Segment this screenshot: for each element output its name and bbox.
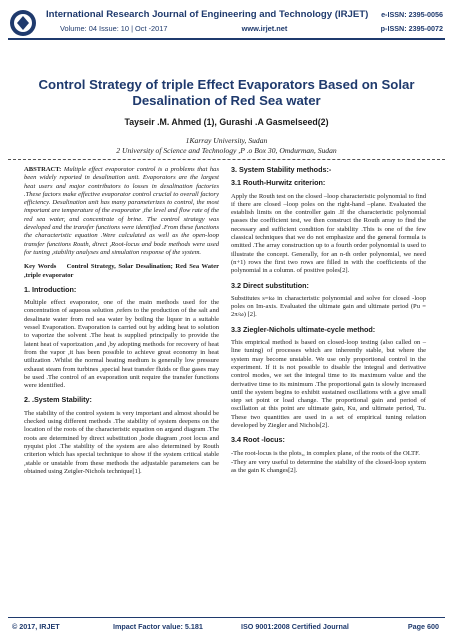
heading-introduction: 1. Introduction: bbox=[24, 284, 77, 294]
keywords-label: Key Words bbox=[24, 263, 57, 271]
journal-header bbox=[0, 0, 453, 62]
heading-routh: 3.1 Routh-Hurwitz criterion: bbox=[231, 178, 326, 188]
eissn: e-ISSN: 2395-0056 bbox=[381, 10, 443, 19]
paper-title: Control Strategy of triple Effect Evaporators Based on Solar Desalination of Red Sea water bbox=[38, 77, 415, 108]
website-link[interactable]: www.irjet.net bbox=[241, 24, 288, 33]
footer-page: Page 600 bbox=[407, 622, 439, 631]
abstract-label: ABSTRACT: bbox=[24, 166, 62, 173]
section-separator bbox=[8, 155, 445, 160]
heading-root-locus: 3.4 Root -locus: bbox=[231, 435, 285, 445]
abstract-text: Multiple effect evaporator control is a problems that has been widely reported in desalination unit. Evaporators are the largest heat users and major contributors to losses in desalination factories .These factors make effective evaporator control crucial to overall factory efficiency. Desalination unit has many parameterizes to control, the most important are temperature of the evaporator ,the level and flow rate of the red sea water, and concentrate of brine. The control strategy was developed and the transfer functions were identified .From these functions the characteristic equation .Were calculated as well as the open-loop transfer functions Routh, direct ,Root-locus and bode methods were used for tuning ,stability analyses and simulation response of the system. bbox=[24, 166, 219, 256]
introduction-text: Multiple effect evaporator, one of the main methods used for the concentration of aqueous solution ,refers to the production of the salt and desalinate water from red sea water by boiling the liquor in a suitable vessel Evaporation. Evaporation is carried out by adding heat to solution to vaporize the solvent .The heat is supplied principally to provide the latent heat of vaporization ,and ,by adopting methods for recovery of heat from the vapor ,it has been possible to achieve great economy in heat utilization .Whilst the normal heating medium is generally low pressure exhaust steam from turbines ,special heat transfer fluids or flue gases may be used .The control of an evaporation unit require the transfer functions were identified. bbox=[24, 299, 219, 390]
irjet-logo-icon bbox=[8, 8, 38, 38]
abstract bbox=[24, 166, 219, 257]
left-column bbox=[24, 166, 219, 482]
heading-ziegler-nichols: 3.3 Ziegler-Nichols ultimate-cycle method: bbox=[231, 324, 376, 334]
heading-stability-methods: 3. System Stability methods:- bbox=[231, 165, 332, 174]
system-stability-text: The stability of the control system is very important and almost should be checked using different methods .The stability of system deepens on the location of the roots of the characteristic equation on argand diagram .The roots are determined by direct substitution ,bode diagram ,root locus and nyquist plot .The stability of the system are also determined by Routh criterion which has special technique to show if the system critical stable ,stable or unstable from these methods the adjustable parameters can be obtained using Zeigler-Nichols technique[1]. bbox=[24, 409, 219, 475]
affiliation-2: 2 University of Science and Technology ,P .o Box 30, Omdurman, Sudan bbox=[116, 146, 337, 155]
volume-issue: Volume: 04 Issue: 10 | Oct -2017 bbox=[60, 24, 168, 33]
right-column bbox=[231, 166, 426, 482]
journal-name: International Research Journal of Engineering and Technology (IRJET) bbox=[46, 9, 369, 20]
root-locus-text-1: -The root-locus is the plots,, in complex plane, of the roots of the OLTF. bbox=[231, 449, 420, 457]
page-footer bbox=[8, 617, 445, 631]
root-locus-text-2: -They are very useful to determine the stability of the closed-loop system as the gain K changes[2]. bbox=[231, 458, 426, 475]
footer-impact-factor: Impact Factor value: 5.181 bbox=[113, 622, 203, 631]
direct-substitution-text: Substitutes s=iω in characteristic polynomial and solve for closed -loop poles on Im-axis. Evaluated the ultimate gain and ultimate period (Pu = 2π/ω) [2]. bbox=[231, 294, 426, 319]
footer-iso: ISO 9001:2008 Certified Journal bbox=[241, 622, 349, 631]
affiliation-1: 1Karray University, Sudan bbox=[185, 136, 268, 145]
pissn: p-ISSN: 2395-0072 bbox=[380, 24, 443, 33]
keywords-text: Control Strategy, Solar Desalination; Red Sea Water ,triple evaporator bbox=[24, 263, 220, 279]
footer-copyright: © 2017, IRJET bbox=[12, 622, 60, 631]
volume-line bbox=[60, 24, 287, 33]
ziegler-nichols-text: This empirical method is based on closed-loop testing (also called on –line tuning) of processes which are inherently stable, but where the system may become unstable. We use only proportional control in the experiment. If it is not possible to disable the integral and derivative control modes, we set the integral time to its maximum value and the derivative time to its minimum .The proportional gain is slowly increased until the system begins to exhibit sustained oscillations with a give small step set point or load change. The proportional gain and period of oscillation at this point are ultimate gain, Ku, and ultimate period, Tu. These two quantities are used in a set of empirical tuning relation developed by Ziegler and Nichols[2]. bbox=[231, 339, 426, 430]
routh-text: Apply the Routh test on the closed –loop characteristic polynomial to find if there are closed –loop poles on the right-hand –plane. Evaluated the establish limits on the controller gain .If the characteristic polynomial passes the coefficient test, we then construct the Routh array to find the necessary and sufficient condition for stability .This is one of the few classical techniques that we do not emphasize and the general formula is omitted .The array construction up to a fourth order polynomial is used to illustrate the concept. Generally, for an n-th order polynomial, we need (n+1) rows the first two rows are filled in with the coefficients of the polynomial in a column. of positive poles[2]. bbox=[231, 192, 426, 275]
header-rule bbox=[8, 38, 445, 40]
heading-direct-substitution: 3.2 Direct substitution: bbox=[231, 280, 309, 290]
heading-system-stability: 2. .System Stability: bbox=[24, 395, 92, 405]
keywords bbox=[24, 263, 219, 280]
paper-authors: Tayseir .M. Ahmed (1), Gurashi .A Gasmelseed(2) bbox=[124, 117, 329, 127]
